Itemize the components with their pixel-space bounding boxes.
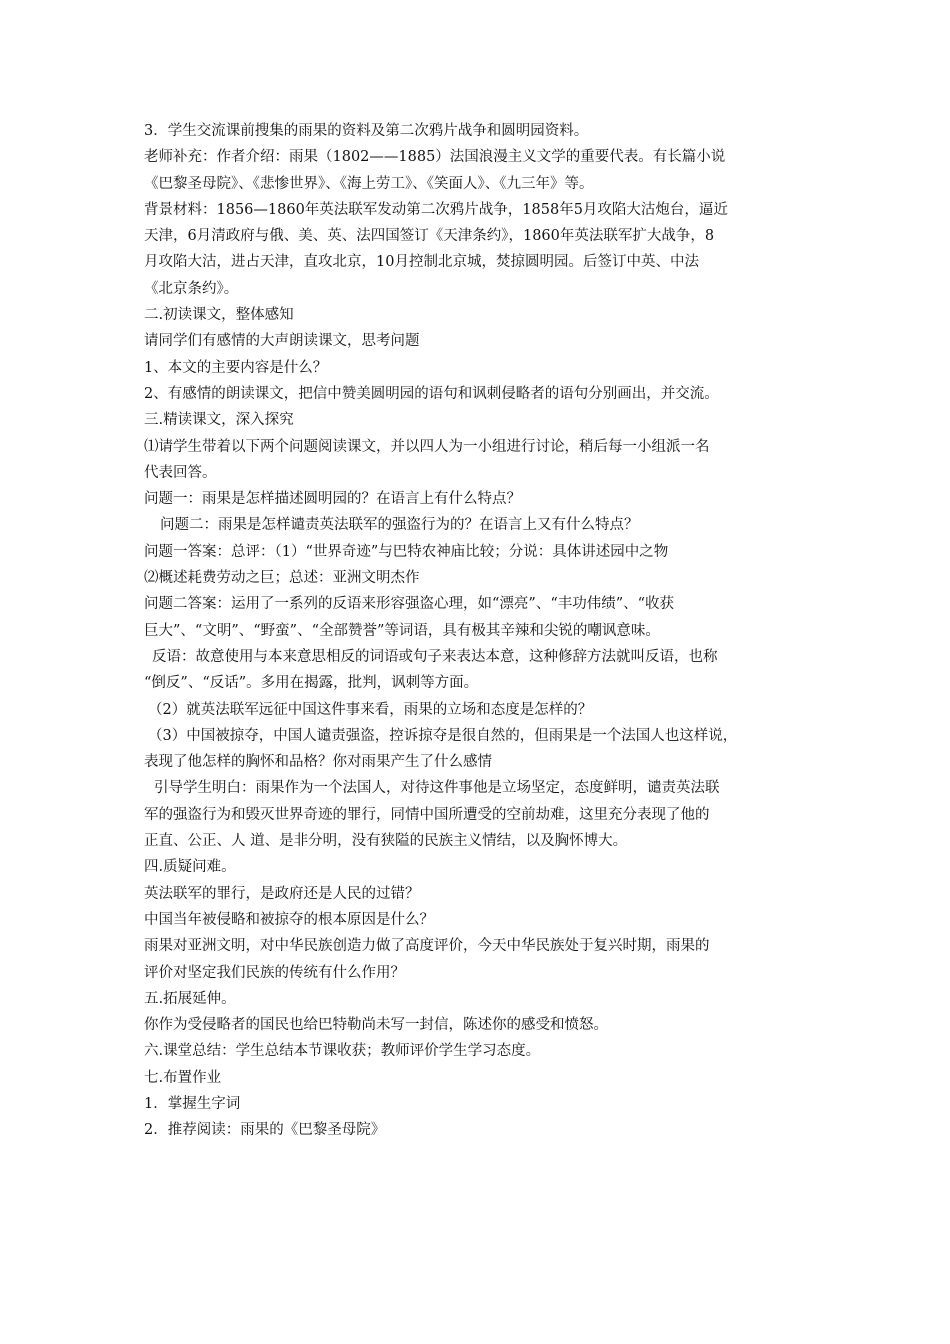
text-line: 2、有感情的朗读课文，把信中赞美圆明园的语句和讽刺侵略者的语句分别画出，并交流。 [144,385,719,402]
text-line: 代表回答。 [144,464,217,481]
text-line: 六.课堂总结：学生总结本节课收获；教师评价学生学习态度。 [144,1043,541,1060]
text-line: 表现了他怎样的胸怀和品格？你对雨果产生了什么感情 [144,754,492,771]
text-line: 背景材料：1856—1860年英法联军发动第二次鸦片战争，1858年5月攻陷大沽炮台，逼近 [144,201,728,218]
text-line: ⑴请学生带着以下两个问题阅读课文，并以四人为一小组进行讨论，稍后每一小组派一名 [144,438,710,455]
text-line: 天津，6月清政府与俄、美、英、法四国签订《天津条约》，1860年英法联军扩大战争，8 [144,228,715,245]
document-body [144,118,824,1144]
text-line: 引导学生明白：雨果作为一个法国人，对待这件事他是立场坚定，态度鲜明，谴责英法联 [154,780,720,797]
text-line: 问题一：雨果是怎样描述圆明园的？在语言上有什么特点？ [144,491,521,508]
text-line: 正直、公正、人 道、是非分明，没有狭隘的民族主义情结，以及胸怀博大。 [144,833,628,850]
text-line: 1、本文的主要内容是什么？ [144,359,328,376]
text-line: 二.初读课文，整体感知 [144,307,294,324]
text-line: ⑵概述耗费劳动之巨；总述：亚洲文明杰作 [144,570,420,587]
text-line: 你作为受侵略者的国民也给巴特勒尚未写一封信，陈述你的感受和愤怒。 [144,1017,608,1034]
text-line: 问题二：雨果是怎样谴责英法联军的强盗行为的？在语言上又有什么特点？ [160,517,639,534]
text-line: 3．学生交流课前搜集的雨果的资料及第二次鸦片战争和圆明园资料。 [144,123,589,139]
text-line: 五.拓展延伸。 [144,990,236,1007]
text-line: 《巴黎圣母院》、《悲惨世界》、《海上劳工》、《笑面人》、《九三年》等。 [144,175,594,192]
text-line: 雨果对亚洲文明，对中华民族创造力做了高度评价，今天中华民族处于复兴时期，雨果的 [144,938,710,955]
text-line: 四.质疑问难。 [144,859,236,876]
text-line: 评价对坚定我们民族的传统有什么作用？ [144,964,405,981]
text-line: 反语：故意使用与本来意思相反的词语或句子来表达本意，这种修辞方法就叫反语，也称 [152,648,718,665]
text-line: 中国当年被侵略和被掠夺的根本原因是什么？ [144,911,434,928]
text-line: 巨大”、“文明”、“野蛮”、“全部赞誉”等词语，具有极其辛辣和尖锐的嘲讽意味。 [144,622,660,639]
text-line: 《北京条约》。 [144,280,239,297]
text-line: 老师补充：作者介绍：雨果（1802——1885）法国浪漫主义文学的重要代表。有长篇小说 [144,149,726,166]
text-line: 1．掌握生字词 [144,1095,241,1112]
text-line: （3）中国被掠夺，中国人谴责强盗，控诉掠夺是很自然的，但雨果是一个法国人也这样说， [148,727,738,744]
text-line: 月攻陷大沽，进占天津，直攻北京，10月控制北京城，焚掠圆明园。后签订中英、中法 [144,254,699,271]
text-line: “倒反”、“反话”。多用在揭露，批判，讽刺等方面。 [144,675,479,692]
text-line: （2）就英法联军远征中国这件事来看，雨果的立场和态度是怎样的？ [148,701,593,718]
text-line: 问题一答案：总评：（1）“世界奇迹”与巴特农神庙比较；分说：具体讲述园中之物 [144,543,669,560]
text-line: 请同学们有感情的大声朗读课文，思考问题 [144,333,420,350]
text-line: 军的强盗行为和毁灭世界奇迹的罪行，同情中国所遭受的空前劫难，这里充分表现了他的 [144,806,710,823]
text-line: 三.精读课文，深入探究 [144,412,294,429]
text-line: 七.布置作业 [144,1069,222,1086]
text-line: 问题二答案：运用了一系列的反语来形容强盗心理，如“漂亮”、“丰功伟绩”、“收获 [144,596,675,613]
text-line: 英法联军的罪行，是政府还是人民的过错？ [144,885,420,902]
text-line: 2．推荐阅读：雨果的《巴黎圣母院》 [144,1122,386,1139]
